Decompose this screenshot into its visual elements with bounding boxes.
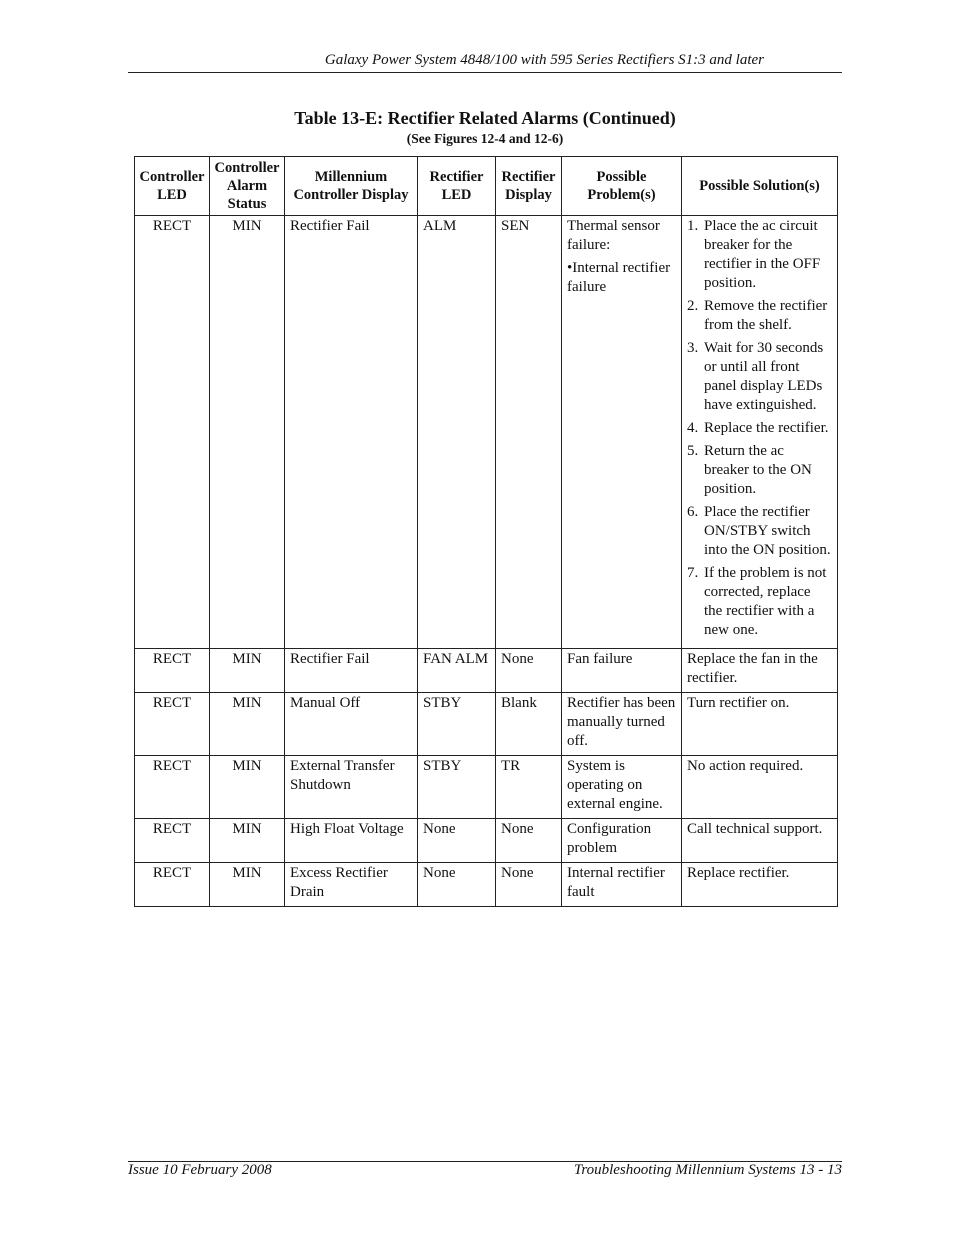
solution-step: 2. Remove the rectifier from the shelf. — [687, 298, 828, 333]
cell-rectifier-display: None — [496, 649, 562, 693]
solution-step: 7. If the problem is not corrected, replace the rectifier with a new one. — [687, 565, 827, 638]
solution-step: 1. Place the ac circuit breaker for the rectifier in the OFF position. — [687, 218, 821, 291]
cell-rectifier-led: STBY — [418, 756, 496, 819]
running-header: Galaxy Power System 4848/100 with 595 Series Rectifiers S1:3 and later — [324, 52, 764, 68]
header-rule — [128, 72, 842, 73]
cell-problem: Configuration problem — [562, 819, 682, 863]
cell-problem: Rectifier has been manually turned off. — [562, 693, 682, 756]
table-header-row — [135, 157, 838, 216]
col-header-alarm-status: Controller Alarm Status — [210, 157, 285, 216]
solution-steps — [687, 217, 832, 640]
cell-rectifier-led: ALM — [418, 216, 496, 649]
cell-controller-led: RECT — [135, 216, 210, 649]
cell-rectifier-display: None — [496, 863, 562, 907]
col-header-problems: Possible Problem(s) — [562, 157, 682, 216]
cell-controller-display: External Transfer Shutdown — [285, 756, 418, 819]
cell-alarm-status: MIN — [210, 756, 285, 819]
cell-solution: No action required. — [682, 756, 838, 819]
cell-solution: Replace the fan in the rectifier. — [682, 649, 838, 693]
col-header-rectifier-led: Rectifier LED — [418, 157, 496, 216]
cell-alarm-status: MIN — [210, 863, 285, 907]
cell-controller-led: RECT — [135, 863, 210, 907]
footer-issue-date: Issue 10 February 2008 — [128, 1162, 272, 1178]
table-subtitle: (See Figures 12-4 and 12-6) — [406, 131, 564, 146]
cell-alarm-status: MIN — [210, 819, 285, 863]
cell-problem: System is operating on external engine. — [562, 756, 682, 819]
table-row — [135, 693, 838, 756]
cell-solution: Turn rectifier on. — [682, 693, 838, 756]
cell-solution: Replace rectifier. — [682, 863, 838, 907]
problem-bullet: •Internal rectifier failure — [567, 260, 671, 295]
table-row — [135, 216, 838, 649]
rectifier-alarms-table — [134, 156, 838, 907]
cell-problem: Fan failure — [562, 649, 682, 693]
cell-controller-display: Excess Rectifier Drain — [285, 863, 418, 907]
cell-controller-display: High Float Voltage — [285, 819, 418, 863]
col-header-controller-display: Millennium Controller Display — [285, 157, 418, 216]
cell-controller-led: RECT — [135, 756, 210, 819]
solution-step: 6. Place the rectifier ON/STBY switch into the ON position. — [687, 504, 831, 558]
table-row — [135, 649, 838, 693]
col-header-rectifier-display: Rectifier Display — [496, 157, 562, 216]
table-row — [135, 863, 838, 907]
col-header-solutions: Possible Solution(s) — [682, 157, 838, 216]
col-header-controller-led: Controller LED — [135, 157, 210, 216]
table-row — [135, 819, 838, 863]
cell-rectifier-display: TR — [496, 756, 562, 819]
table-title: Table 13-E: Rectifier Related Alarms (Continued) — [294, 108, 676, 128]
table-row — [135, 756, 838, 819]
cell-solution: Call technical support. — [682, 819, 838, 863]
cell-controller-led: RECT — [135, 649, 210, 693]
cell-rectifier-led: None — [418, 863, 496, 907]
cell-problem — [562, 216, 682, 649]
solution-step: 5. Return the ac breaker to the ON position. — [687, 443, 812, 497]
cell-controller-display: Manual Off — [285, 693, 418, 756]
cell-controller-led: RECT — [135, 819, 210, 863]
cell-rectifier-led: FAN ALM — [418, 649, 496, 693]
cell-rectifier-display: SEN — [496, 216, 562, 649]
cell-alarm-status: MIN — [210, 693, 285, 756]
cell-controller-display: Rectifier Fail — [285, 216, 418, 649]
cell-alarm-status: MIN — [210, 216, 285, 649]
cell-rectifier-display: None — [496, 819, 562, 863]
solution-step: 4. Replace the rectifier. — [687, 420, 829, 436]
solution-step: 3. Wait for 30 seconds or until all front panel display LEDs have extinguished. — [687, 340, 824, 413]
cell-controller-led: RECT — [135, 693, 210, 756]
cell-rectifier-display: Blank — [496, 693, 562, 756]
cell-solution — [682, 216, 838, 649]
cell-problem: Internal rectifier fault — [562, 863, 682, 907]
cell-controller-display: Rectifier Fail — [285, 649, 418, 693]
cell-rectifier-led: None — [418, 819, 496, 863]
problem-text: Thermal sensor failure: — [567, 218, 660, 253]
footer-section-page: Troubleshooting Millennium Systems 13 - 13 — [573, 1162, 842, 1178]
cell-rectifier-led: STBY — [418, 693, 496, 756]
cell-alarm-status: MIN — [210, 649, 285, 693]
